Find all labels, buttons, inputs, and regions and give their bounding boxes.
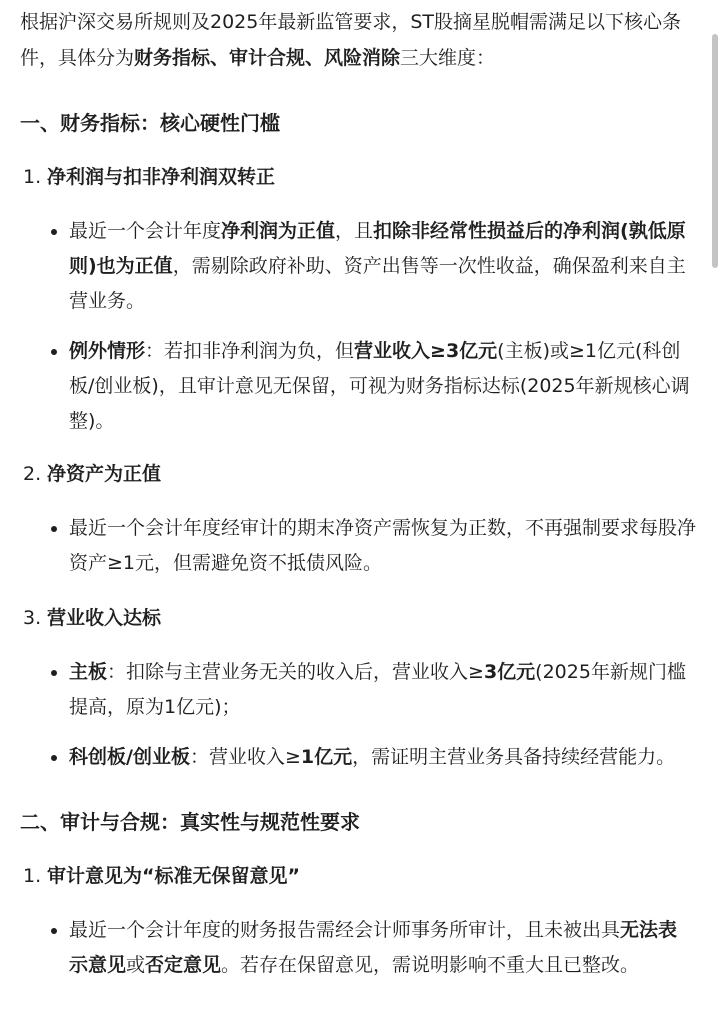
item-text: ：若扣非净利润为负，但 — [145, 340, 355, 362]
scrollbar[interactable] — [712, 34, 718, 268]
item-text: 。若存在保留意见，需说明影响不重大且已整改。 — [221, 954, 640, 976]
list-number: 2. — [23, 463, 42, 485]
list-item — [20, 511, 696, 581]
item-bold: 科创板/创业板 — [69, 746, 190, 768]
subheading-net-profit — [20, 162, 696, 192]
item-bold: 3亿元 — [483, 661, 536, 683]
item-text: ，需剔除政府补助、资产出售等一次性收益，确保盈利来自主营业务。 — [69, 255, 686, 312]
bullet-list — [20, 913, 696, 983]
article-content — [20, 4, 696, 983]
subheading-net-assets — [20, 459, 696, 489]
item-text: (2025年新规门槛提高，原为1亿元)； — [69, 661, 686, 718]
subheading-text: 净利润与扣非净利润双转正 — [47, 166, 276, 188]
item-text: 或 — [126, 954, 146, 976]
item-text: ，需证明主营业务具备持续经营能力。 — [352, 746, 676, 768]
subheading-text: 审计意见为“标准无保留意见” — [47, 865, 300, 887]
subheading-text: 营业收入达标 — [47, 607, 162, 629]
item-bold: 例外情形 — [69, 340, 146, 362]
item-bold: 1亿元 — [300, 746, 353, 768]
item-text: (主板)或≥1亿元(科创板/创业板)，且审计意见无保留，可视为财务指标达标(2025年新规核心调整)。 — [69, 340, 690, 432]
bullet-list — [20, 214, 696, 439]
bullet-list — [20, 655, 696, 775]
intro-bold: 财务指标、审计合规、风险消除 — [134, 47, 401, 69]
list-item — [20, 655, 696, 725]
list-item — [20, 913, 696, 983]
list-item — [20, 214, 696, 319]
item-bold: 扣除非经常性损益后的净利润(孰低原则)也为正值 — [69, 220, 686, 277]
subheading-audit-opinion — [20, 861, 696, 891]
list-item — [20, 334, 696, 439]
subheading-text: 净资产为正值 — [47, 463, 162, 485]
list-item — [20, 740, 696, 775]
item-bold: 营业收入≥3亿元 — [354, 340, 498, 362]
item-text: 最近一个会计年度经审计的期末净资产需恢复为正数，不再强制要求每股净资产≥1元，但需避免资不抵债风险。 — [69, 517, 697, 574]
item-text: ：扣除与主营业务无关的收入后，营业收入≥ — [107, 661, 484, 683]
intro-text: 根据沪深交易所规则及2025年最新监管要求，ST股摘星脱帽需满足以下核心条件，具体分为 — [20, 11, 682, 69]
section-heading-financial: 一、财务指标：核心硬性门槛 — [20, 111, 280, 135]
subheading-revenue — [20, 603, 696, 633]
section-heading-audit: 二、审计与合规：真实性与规范性要求 — [20, 810, 360, 834]
item-bold: 净利润为正值 — [221, 220, 336, 242]
list-number: 1. — [23, 166, 42, 188]
list-number: 1. — [23, 865, 42, 887]
intro-paragraph — [20, 4, 696, 76]
item-bold: 主板 — [69, 661, 108, 683]
bullet-list — [20, 511, 696, 581]
item-text: 最近一个会计年度 — [69, 220, 222, 242]
item-bold: 无法表示意见 — [69, 919, 678, 976]
item-text: ，且 — [335, 220, 374, 242]
item-bold: 否定意见 — [145, 954, 222, 976]
intro-text: 三大维度： — [400, 47, 496, 69]
item-text: 最近一个会计年度的财务报告需经会计师事务所审计，且未被出具 — [69, 919, 621, 941]
item-text: ：营业收入≥ — [189, 746, 301, 768]
list-number: 3. — [23, 607, 42, 629]
